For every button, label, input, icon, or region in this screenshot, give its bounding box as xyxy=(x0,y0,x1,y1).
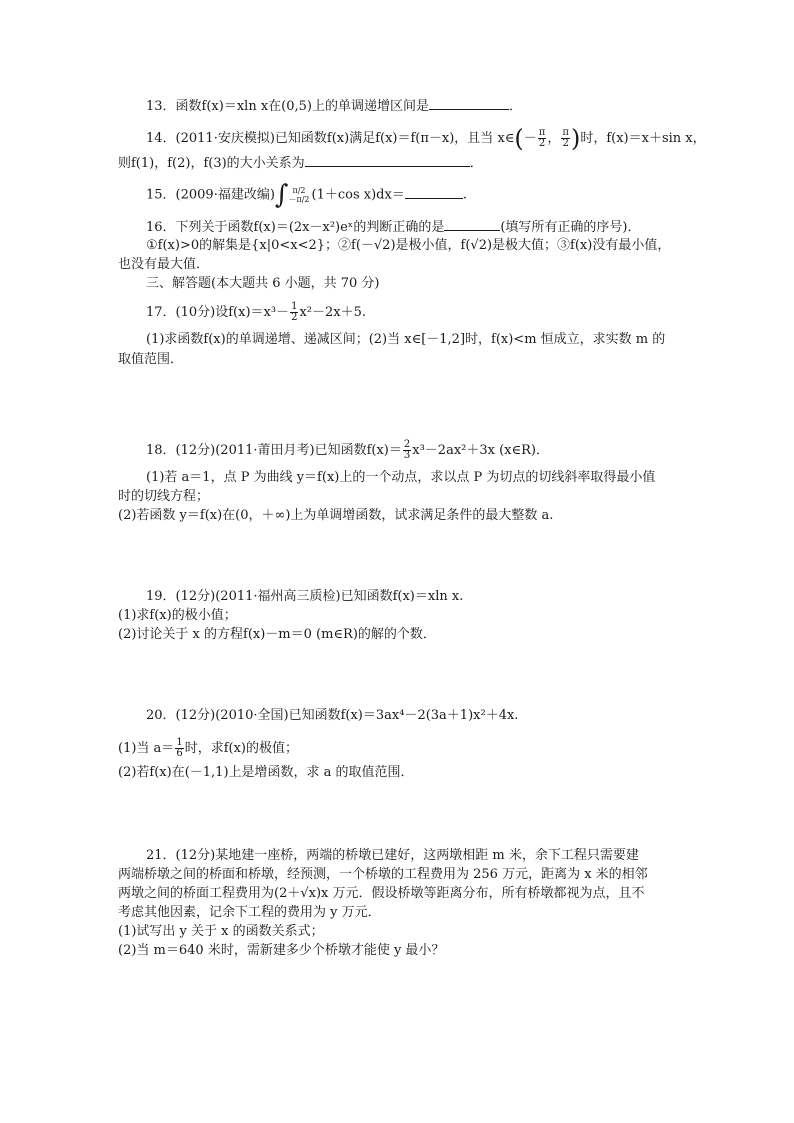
q14-text-b: 时，f(x)＝x＋sin x， xyxy=(580,131,706,146)
q13-text: 13．函数f(x)＝xln x在(0,5)上的单调递增区间是 xyxy=(146,99,429,114)
q16-line1: 16．下列关于函数f(x)＝(2x－x²)eˣ的判断正确的是 xyxy=(146,220,445,235)
question-18-line2: (1)若 a＝1，点 P 为曲线 y＝f(x)上的一个动点，求以点 P 为切点的切线斜率取得最小值 xyxy=(146,470,656,485)
q14-fraction-left: $\frac{\pi}{2}$ xyxy=(538,127,546,149)
question-14 xyxy=(146,124,706,153)
q14-right-paren: ) xyxy=(570,124,581,153)
q14-comma: ， xyxy=(547,131,561,146)
q14-end: ． xyxy=(469,156,483,171)
q14-left-paren: ( xyxy=(514,124,524,153)
question-20: 20．(12分)(2010·全国)已知函数f(x)＝3ax⁴－2(3a＋1)x²＋4x. xyxy=(146,708,519,723)
question-20-line2: (1)当 a＝ $\frac{1}{6}$ 时，求f(x)的极值； xyxy=(118,737,298,759)
question-21-line2: 两端桥墩之间的桥面和桥墩，经预测，一个桥墩的工程费用为 256 万元，距离为 x 米的相邻 xyxy=(118,867,648,882)
question-15 xyxy=(146,180,467,210)
question-17: 17．(10分)设f(x)＝x³－ $\frac{1}{2}$ x²－2x＋5. xyxy=(146,301,366,323)
q16-line1-end: (填写所有正确的序号)． xyxy=(500,220,641,235)
q14-answer-blank xyxy=(305,154,470,167)
question-14-line2 xyxy=(118,154,483,173)
question-19: 19．(12分)(2011·福州高三质检)已知函数f(x)＝xln x. xyxy=(146,589,464,604)
question-18-line4: (2)若函数 y＝f(x)在(0，＋∞)上为单调增函数，试求满足条件的最大整数 a. xyxy=(118,508,554,523)
section-heading: 三、解答题(本大题共 6 小题，共 70 分) xyxy=(146,276,380,291)
q14-fraction-right: $\frac{\pi}{2}$ xyxy=(562,127,569,149)
question-20-line3: (2)若f(x)在(－1,1)上是增函数，求 a 的取值范围． xyxy=(118,765,414,780)
q18-fraction: $\frac{2}{3}$ xyxy=(403,439,411,461)
q15-text: 15．(2009·福建改编) xyxy=(146,187,275,203)
question-21: 21．(12分)某地建一座桥，两端的桥墩已建好，这两墩相距 m 米，余下工程只需要建 xyxy=(146,848,639,863)
question-21-line5: (1)试写出 y 关于 x 的函数关系式； xyxy=(118,924,324,939)
q14-sign: － xyxy=(523,131,537,146)
question-16-line2: ①f(x)>0的解集是{x|0<x<2}；②f(－√2)是极小值，f(√2)是极大值；③f(x)没有最小值， xyxy=(146,238,671,253)
question-18-line3: 时的切线方程； xyxy=(118,489,210,504)
question-13 xyxy=(146,97,522,116)
integral-limits: π/2 －π/2 xyxy=(288,186,310,204)
question-17-line2: (1)求函数f(x)的单调递增、递减区间；(2)当 x∈[－1,2]时，f(x)<m 恒成立，求实数 m 的 xyxy=(146,332,666,347)
question-19-line3: (2)讨论关于 x 的方程f(x)－m＝0 (m∈R)的解的个数． xyxy=(118,627,436,642)
question-21-line4: 考虑其他因素，记余下工程的费用为 y 万元． xyxy=(118,905,381,920)
q15-integrand: (1＋cos x)dx＝ xyxy=(311,187,405,203)
q13-answer-blank xyxy=(429,97,509,110)
question-17-line3: 取值范围． xyxy=(118,352,184,367)
question-21-line3: 两墩之间的桥面工程费用为(2＋√x)x 万元．假设桥墩等距离分布，所有桥墩都视为点，且不 xyxy=(118,886,645,901)
q13-end: ． xyxy=(508,99,522,114)
q15-end: . xyxy=(462,187,467,203)
q14-line2-text: 则f(1)，f(2)，f(3)的大小关系为 xyxy=(118,156,305,171)
question-21-line6: (2)当 m＝640 米时，需新建多少个桥墩才能使 y 最小？ xyxy=(118,943,445,958)
q16-answer-blank xyxy=(444,218,500,231)
q20-fraction: $\frac{1}{6}$ xyxy=(176,737,183,759)
question-19-line2: (1)求f(x)的极小值； xyxy=(118,608,237,623)
question-16-line3: 也没有最大值． xyxy=(118,257,210,272)
question-18: 18．(12分)(2011·莆田月考)已知函数f(x)＝ $\frac{2}{3}$ x³－2ax²＋3x (x∈R)． xyxy=(146,439,549,461)
q17-fraction: $\frac{1}{2}$ xyxy=(291,301,298,323)
q15-answer-blank xyxy=(405,186,463,199)
question-16 xyxy=(146,218,640,237)
integral-sign: ∫ xyxy=(274,180,289,210)
q14-text-a: 14．(2011·安庆模拟)已知函数f(x)满足f(x)＝f(π－x)，且当 x∈ xyxy=(146,131,515,146)
